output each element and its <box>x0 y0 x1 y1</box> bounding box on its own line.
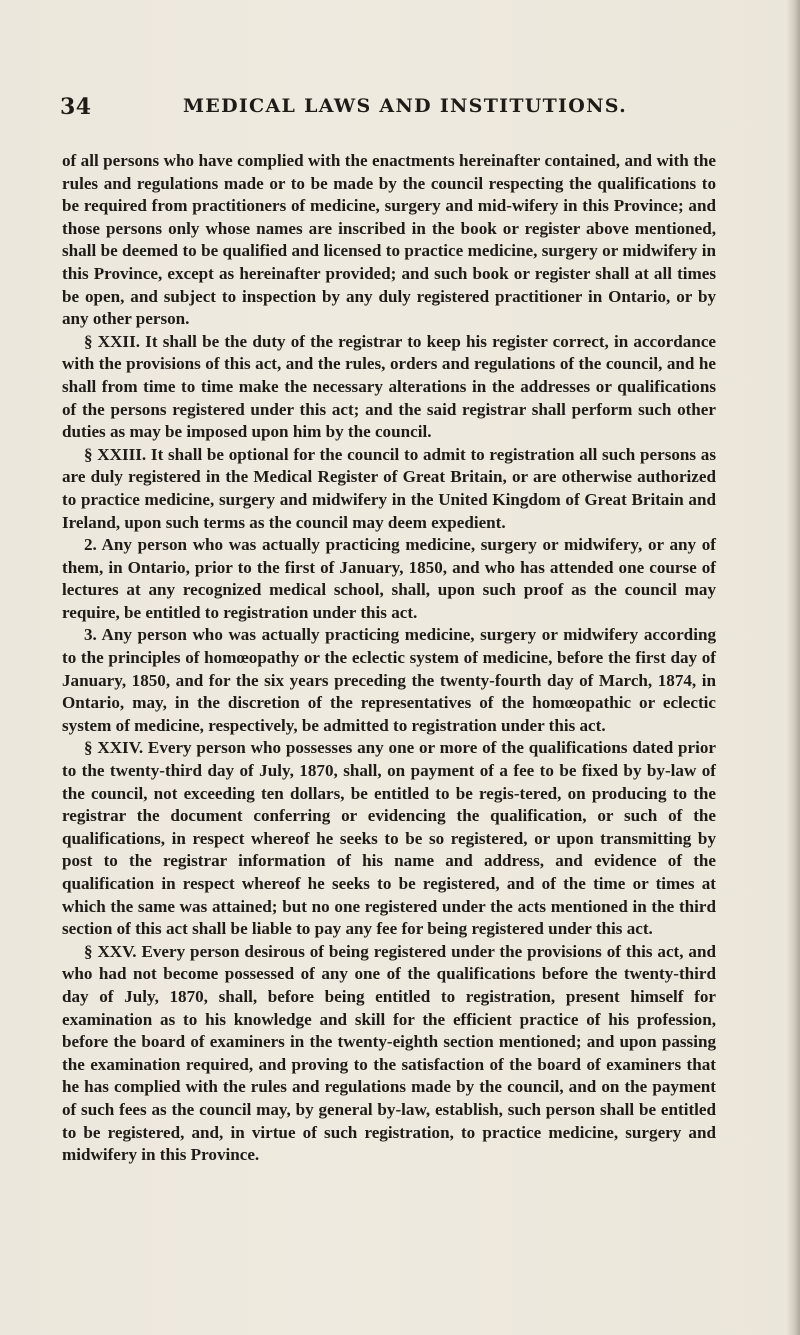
paragraph-section-xxiii: § XXIII. It shall be optional for the council to admit to registration all such persons as are duly registered in the Medical Register of Great Britain, or are otherwise authorized to practice medicine, surgery and midwifery in the United Kingdom of Great Britain and Ireland, upon such terms as the council may deem expedient. <box>62 444 716 532</box>
paragraph-section-xxii: § XXII. It shall be the duty of the registrar to keep his register correct, in accordance with the provisions of this act, and the rules, orders and regulations of the council, and he shall from time to time make the necessary alterations in the addresses or qualifications of the persons registered under this act; and the said registrar shall perform such other duties as may be imposed upon him by the council. <box>62 331 716 442</box>
page-edge-shadow <box>786 0 800 1335</box>
paragraph-continuation: of all persons who have complied with the enactments hereinafter contained, and with the rules and regulations made or to be made by the council respecting the qualifications to be required from practitioners of medicine, surgery and mid-wifery in this Province; and those persons only whose names are inscribed in the book or register above mentioned, shall be deemed to be qualified and licensed to practice medicine, surgery or midwifery in this Province, except as hereinafter provided; and such book or register shall at all times be open, and subject to inspection by any duly registered practitioner in Ontario, or by any other person. <box>62 151 716 329</box>
paragraph-section-xxv: § XXV. Every person desirous of being registered under the provisions of this act, and who had not become possessed of any one of the qualifications before the twenty-third day of July, 1870, shall, before being entitled to registration, present himself for examination as to his knowledge and skill for the efficient practice of his profession, before the board of examiners in the twenty-eighth section mentioned; and upon passing the examination required, and proving to the satisfaction of the board of examiners that he has complied with the rules and regulations made by the council, and on the payment of such fees as the council may, by general by-law, establish, such person shall be entitled to be registered, and, in virtue of such registration, to practice medicine, surgery and midwifery in this Province. <box>62 941 716 1165</box>
running-title: MEDICAL LAWS AND INSTITUTIONS. <box>182 95 628 117</box>
paragraph-section-xxiv: § XXIV. Every person who possesses any one or more of the qualifications dated prior to the twenty-third day of July, 1870, shall, on payment of a fee to be fixed by by-law of the council, not exceeding ten dollars, be entitled to be regis-tered, on producing to the registrar the document conferring or evidencing the qualification, or such of the qualifications, in respect whereof he seeks to be so registered, or upon transmitting by post to the registrar information of his name and address, and evidence of the qualification in respect whereof he seeks to be registered, and of the time or times at which the same was attained; but no one registered under the acts mentioned in the third section of this act shall be liable to pay any fee for being registered under this act. <box>62 738 716 939</box>
page-number: 34 <box>60 94 92 120</box>
paragraph-subsection-2: 2. Any person who was actually practicing medicine, surgery or midwifery, or any of them, in Ontario, prior to the first of January, 1850, and who has attended one course of lectures at any recognized medical school, shall, upon such proof as the council may require, be entitled to registration under this act. <box>62 535 716 622</box>
page-header <box>60 94 750 124</box>
body-text <box>62 150 716 1167</box>
paragraph-subsection-3: 3. Any person who was actually practicing medicine, surgery or midwifery according to the principles of homœopathy or the eclectic system of medicine, before the first day of January, 1850, and for the six years preceding the twenty-fourth day of March, 1874, in Ontario, may, in the discretion of the representatives of the homœopathic or eclectic system of medicine, respectively, be admitted to registration under this act. <box>62 625 716 735</box>
